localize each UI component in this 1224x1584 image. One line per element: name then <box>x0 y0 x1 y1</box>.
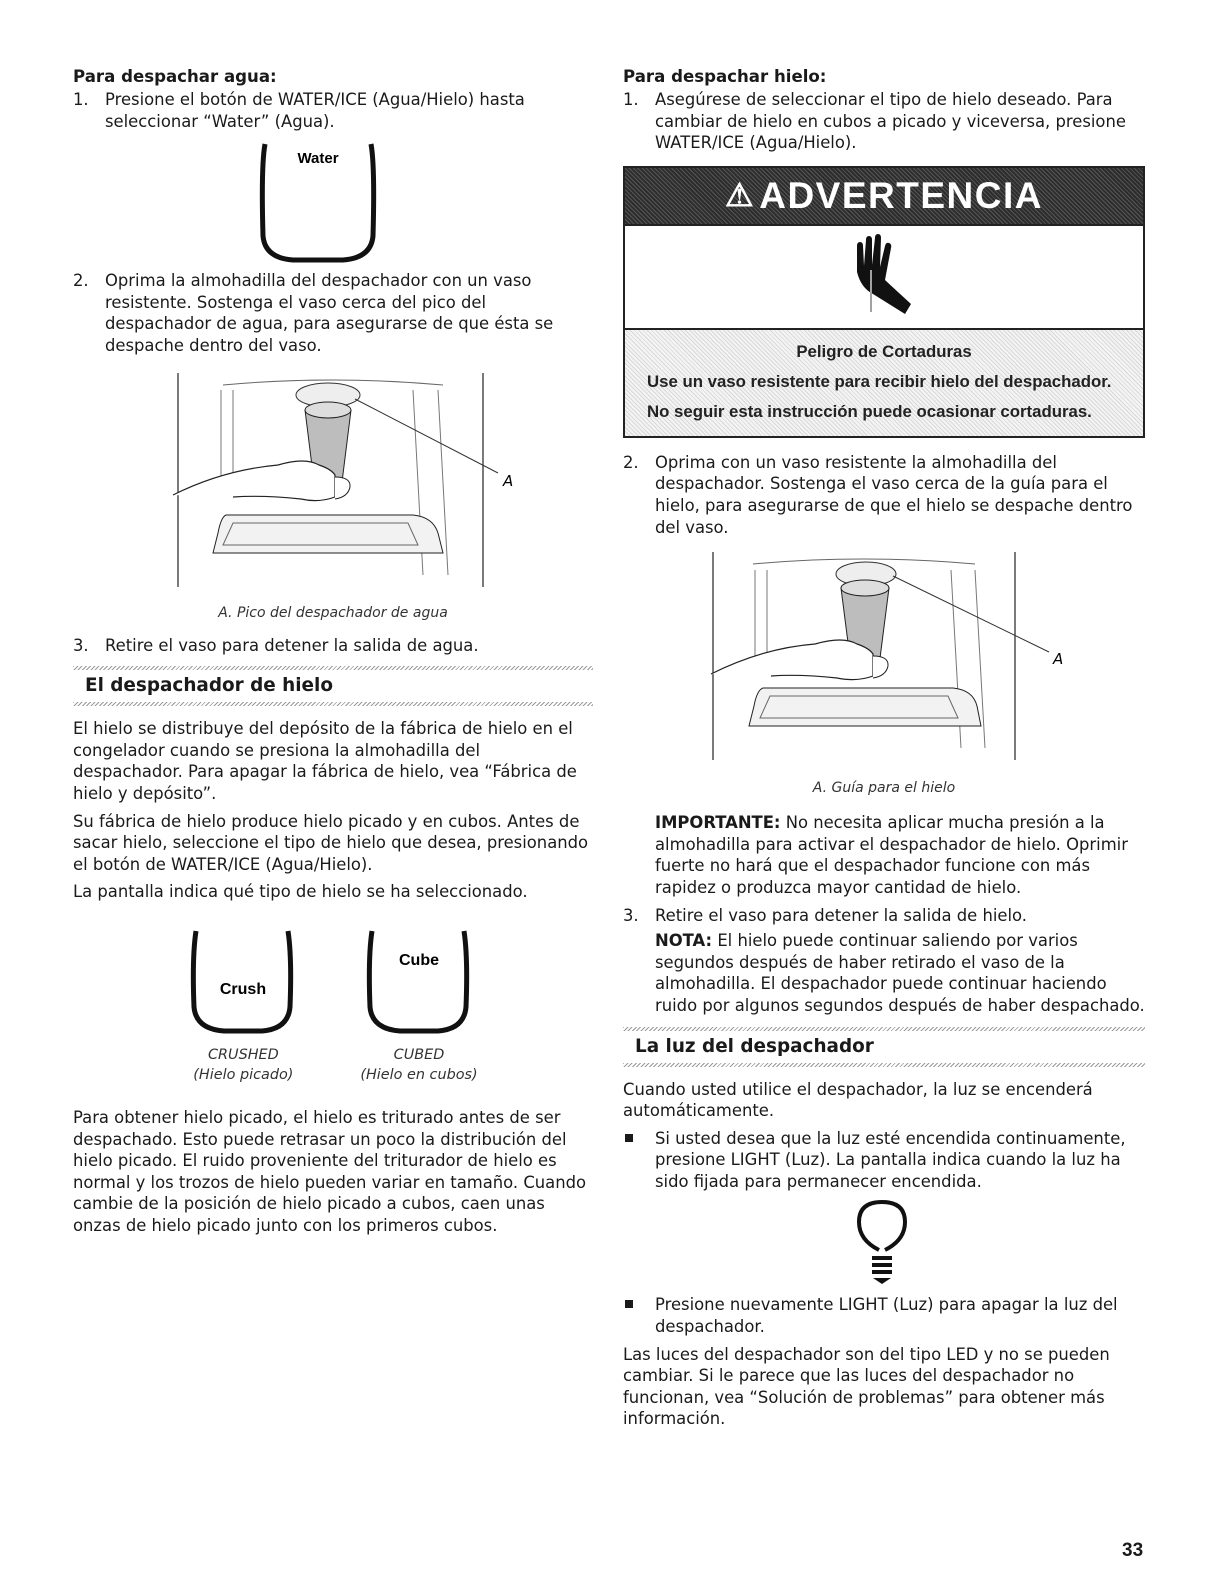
bullet-square <box>625 1300 633 1308</box>
light-bulb-icon <box>623 1198 1145 1290</box>
note-text: El hielo puede continuar saliendo por varios segundos después de haber retirado el vaso de la almohadilla. El despachador puede continuar haciendo ruido por algunos segundos después de haber despachado. <box>655 931 1145 1015</box>
section-rule-bottom <box>623 1063 1145 1067</box>
warning-triangle-icon: ⚠ <box>725 176 756 213</box>
fig1-caption: A. Pico del despachador de agua <box>218 604 448 621</box>
ice-section-title: El despachador de hielo <box>85 675 333 697</box>
water-dispenser-illustration <box>73 365 593 597</box>
note-label: NOTA: <box>655 931 713 951</box>
page-number: 33 <box>1122 1540 1144 1561</box>
step-number: 1. <box>623 90 639 109</box>
light-bullet-2 <box>623 1294 1145 1337</box>
section-rule-top <box>623 1027 1145 1031</box>
ice-paragraph-2: Su fábrica de hielo produce hielo picado y en cubos. Antes de sacar hielo, seleccione el tipo de hielo que desea, presionando el botón de WATER/ICE (Agua/Hielo). <box>73 811 589 874</box>
fig1-callout: A <box>503 471 514 490</box>
left-column <box>73 66 593 1242</box>
step-number: 2. <box>623 452 639 472</box>
warning-header <box>625 168 1143 226</box>
section-rule-top <box>73 666 593 670</box>
step-text: Oprima la almohadilla del despachador con un vaso resistente. Sostenga el vaso cerca del pico del despachador de agua, para asegurarse de que ésta se despache dentro del vaso. <box>105 271 554 355</box>
light-section-title: La luz del despachador <box>635 1035 874 1057</box>
important-label: IMPORTANTE: <box>655 813 781 833</box>
ice-paragraph-4: Para obtener hielo picado, el hielo es triturado antes de ser despachado. Esto puede retrasar un poco la distribución del hielo picado. El ruido proveniente del triturador de hielo es normal y los trozos de hielo pueden variar en tamaño. Cuando cambie de la posición de hielo picado a cubos, caen unas onzas de hielo picado junto con los primeros cubos. <box>73 1107 587 1235</box>
crushed-label: CRUSHED <box>207 1046 279 1063</box>
important-text: No necesita aplicar mucha presión a la almohadilla para activar el despachador de hielo. Oprimir fuerte no hará que el despachador funcione con más rapidez o produzca mayor cantidad de hielo. <box>655 813 1128 897</box>
bullet-text: Si usted desea que la luz esté encendida continuamente, presione LIGHT (Luz). La pantalla indica cuando la luz ha sido fijada para permanecer encendida. <box>655 1128 1126 1191</box>
warning-body <box>625 330 1143 436</box>
ice-heading: Para despachar hielo: <box>623 67 827 86</box>
step-text: Presione el botón de WATER/ICE (Agua/Hielo) hasta seleccionar “Water” (Agua). <box>105 90 525 131</box>
step-text: Asegúrese de seleccionar el tipo de hielo deseado. Para cambiar de hielo en cubos a picado y viceversa, presione WATER/ICE (Agua/Hielo). <box>655 90 1126 153</box>
warning-box <box>623 166 1145 438</box>
water-cup-icon <box>73 136 593 266</box>
water-step-1 <box>73 89 593 132</box>
ice-step-1 <box>623 89 1145 154</box>
step-text: Retire el vaso para detener la salida de hielo. <box>655 905 1028 925</box>
step-number: 3. <box>623 905 639 925</box>
crushed-option <box>188 927 298 1085</box>
bullet-square <box>625 1134 633 1142</box>
warning-line-1: Use un vaso resistente para recibir hielo del despachador. <box>647 371 1112 391</box>
cubed-option <box>360 927 477 1085</box>
cubed-label: CUBED <box>393 1046 445 1063</box>
ice-section-header <box>73 666 593 706</box>
warning-line-2: No seguir esta instrucción puede ocasionar cortaduras. <box>647 401 1092 421</box>
step-number: 1. <box>73 90 89 109</box>
note <box>623 930 1145 1016</box>
warning-header-text: ADVERTENCIA <box>759 174 1043 216</box>
ice-dispenser-illustration <box>623 548 1145 768</box>
ice-step-3 <box>623 905 1145 927</box>
cut-hand-icon <box>829 232 939 322</box>
water-heading: Para despachar agua: <box>73 67 277 86</box>
warning-pictogram <box>625 226 1143 330</box>
ice-step-2 <box>623 452 1145 538</box>
fig2-callout: A <box>1053 650 1064 669</box>
water-icon-label: Water <box>297 150 339 168</box>
step-number: 3. <box>73 635 89 655</box>
section-rule-bottom <box>73 702 593 706</box>
step-text: Retire el vaso para detener la salida de agua. <box>105 635 479 655</box>
light-section-header <box>623 1027 1145 1067</box>
light-bullet-1 <box>623 1128 1145 1193</box>
water-step-3 <box>73 635 593 657</box>
ice-type-icons <box>73 927 593 1085</box>
warning-title: Peligro de Cortaduras <box>796 341 972 361</box>
light-paragraph-2: Las luces del despachador son del tipo LED y no se pueden cambiar. Si le parece que las luces del despachador no funcionan, vea “Solución de problemas” para obtener más información. <box>623 1344 1110 1429</box>
light-paragraph-1: Cuando usted utilice el despachador, la luz se encenderá automáticamente. <box>623 1079 1093 1121</box>
step-text: Oprima con un vaso resistente la almohadilla del despachador. Sostenga el vaso cerca de la guía para el hielo, para asegurarse de que el hielo se despache dentro del vaso. <box>655 452 1133 537</box>
cubed-sublabel: (Hielo en cubos) <box>360 1066 478 1083</box>
crushed-sublabel: (Hielo picado) <box>193 1066 294 1083</box>
step-number: 2. <box>73 271 89 291</box>
crush-icon-label: Crush <box>220 980 267 998</box>
bullet-text: Presione nuevamente LIGHT (Luz) para apagar la luz del despachador. <box>655 1295 1118 1337</box>
crush-cup-icon <box>188 927 298 1039</box>
cube-icon-label: Cube <box>398 951 439 969</box>
important-note <box>623 812 1145 898</box>
ice-paragraph-3: La pantalla indica qué tipo de hielo se ha seleccionado. <box>73 882 528 902</box>
ice-paragraph-1: El hielo se distribuye del depósito de la fábrica de hielo en el congelador cuando se presiona la almohadilla del despachador. Para apagar la fábrica de hielo, vea “Fábrica de hielo y depósito”. <box>73 719 577 803</box>
cube-cup-icon <box>364 927 474 1039</box>
fig2-caption: A. Guía para el hielo <box>812 780 956 797</box>
right-column <box>623 66 1145 1436</box>
water-step-2 <box>73 270 593 356</box>
